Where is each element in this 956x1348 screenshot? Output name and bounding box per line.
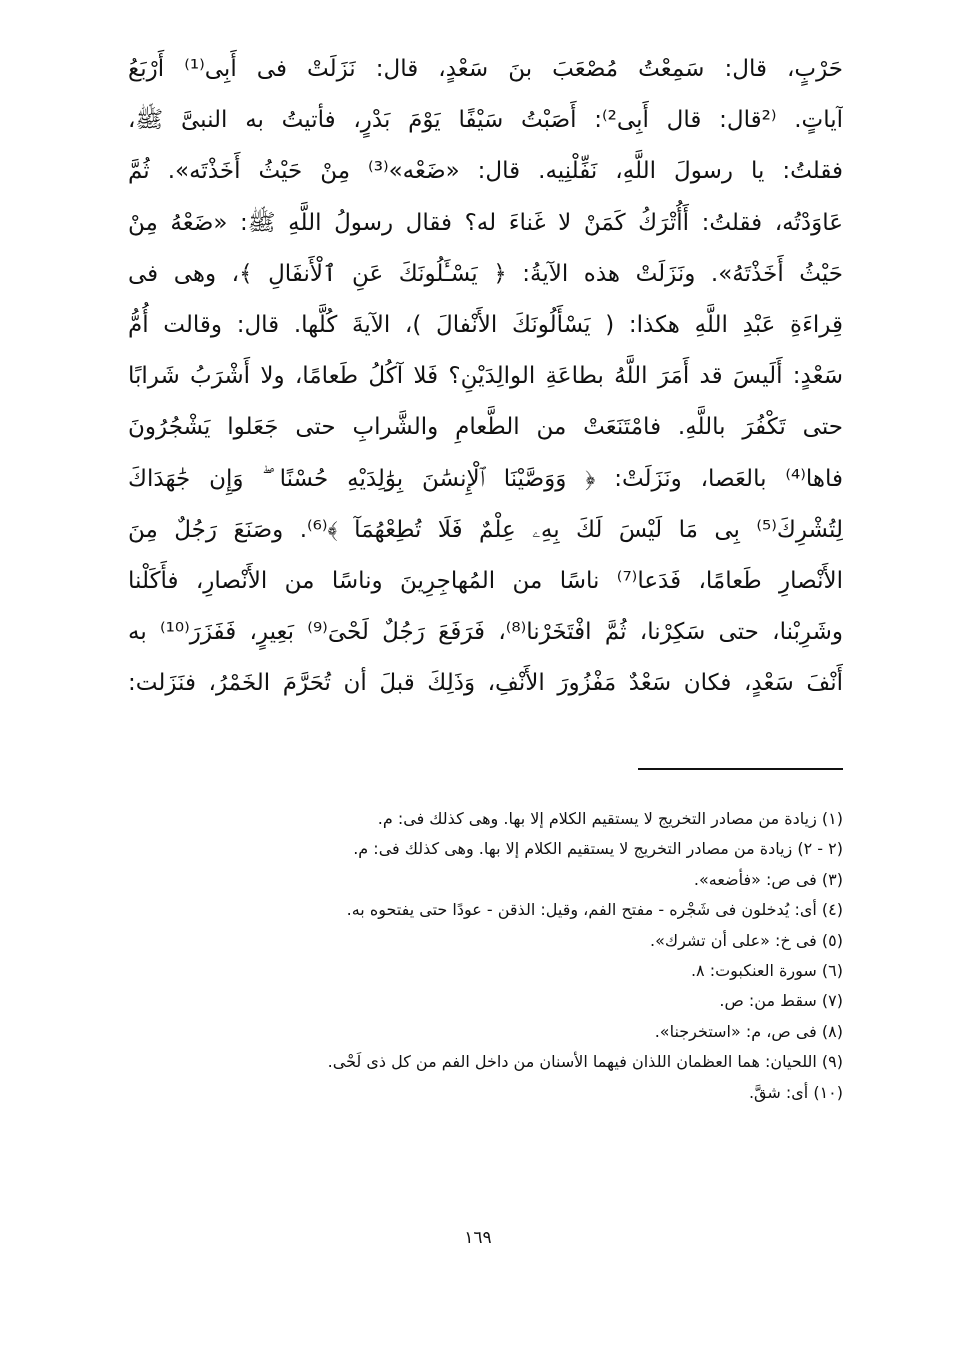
text-line: حَيْثُ أَخَذْتَهُ». ونَزَلَتْ هذه الآيةُ: ﴿ يَسْـَٔلُونَكَ عَنِ ٱلْأَنفَالِ ﴾، وهى فى bbox=[128, 260, 843, 287]
text-line: لِتُشْرِكَ⁽⁵⁾ بِى مَا لَيْسَ لَكَ بِهِۦ عِلْمٌ فَلَا تُطِعْهُمَآ ﴾⁽⁶⁾. وصَنَعَ رَجُلٌ مِنَ bbox=[128, 516, 843, 543]
text-line: فقلتُ: يا رسولَ اللَّهِ، نَفِّلْنِيه. قال: «ضَعْه»⁽³⁾ مِنْ حَيْثُ أَخَذْتَه». ثُمَّ bbox=[128, 158, 843, 185]
main-text bbox=[128, 44, 843, 709]
text-line: حَرْبٍ، قال: سَمِعْتُ مُصْعَبَ بنَ سَعْدٍ، قال: نَزَلَتْ فى أَبِى⁽¹⁾ أَرْبَعُ bbox=[128, 56, 843, 82]
footnote: (١) زيادة من مصادر التخريج لا يستقيم الكلام إلا بها. وهى كذلك فى: م. bbox=[377, 809, 843, 828]
text-line: وشَرِبْنا، حتى سَكِرْنا، ثُمَّ افْتَخَرْنا⁽⁸⁾، فَرَفَعَ رَجُلٌ لَحْىَ⁽⁹⁾ بَعِيرٍ، فَفَزَرَ⁽¹⁰⁾ به bbox=[128, 619, 843, 646]
text-line: حتى تَكْفُرَ باللَّهِ. فامْتَنَعَتْ من الطَّعامِ والشَّرابِ حتى جَعَلوا يَشْجُرُونَ bbox=[128, 414, 843, 441]
text-line: قِراءَةِ عَبْدِ اللَّهِ هكذا: ( يَسْأَلُونَكَ الأَنْفالَ )، الآيةَ كُلَّها. قال: وقالت أُمُّ bbox=[128, 311, 843, 338]
footnote: (٧) سقط من: ص. bbox=[719, 991, 843, 1011]
text-line: سَعْدٍ: أَلَيسَ قد أَمَرَ اللَّهُ بطاعَةِ الوالِدَيْنِ؟ فَلا آكُلُ طَعامًا، ولا أَشْرَبُ شَرابًا bbox=[128, 363, 843, 390]
text-line: فاها⁽⁴⁾ بالعَصا، ونَزَلَتْ: ﴿ وَوَصَّيْنَا ٱلْإِنسَٰنَ بِوَٰلِدَيْهِ حُسْنًا ۖ وَإِن جَٰهَدَاكَ bbox=[128, 465, 843, 492]
text-line: الأَنْصارِ طَعامًا، فَدَعا⁽⁷⁾ ناسًا من المُهاجِرِينَ وناسًا من الأَنْصارِ، فأَكَلْنا bbox=[128, 567, 843, 594]
footnote: (٩) اللحيان: هما العظمان اللذان فيهما الأسنان من داخل الفم من كل ذى لَحْى. bbox=[327, 1052, 843, 1072]
page-number: ١٦٩ bbox=[464, 1228, 492, 1248]
footnote: (٢ - ٢) زيادة من مصادر التخريج لا يستقيم الكلام إلا بها. وهى كذلك فى: م. bbox=[353, 839, 843, 859]
footnotes bbox=[160, 804, 843, 1108]
footnote: (٨) فى ص، م: «استخرجنا». bbox=[654, 1021, 843, 1041]
text-line: آياتٍ. ⁽²قال: قال أَبِى²⁾: أَصَبْتُ سَيْفًا يَوْمَ بَدْرٍ، فأتيتُ به النبىَّ ﷺ، bbox=[128, 107, 843, 134]
footnote: (٣) فى ص: «فأضعه». bbox=[693, 869, 843, 889]
text-line: عَاوَدْتُه، فقلتُ: أَأُتْرَكُ كَمَنْ لا غَناءَ له؟ فقال رسولُ اللَّهِ ﷺ: «ضَعْهُ مِنْ bbox=[128, 209, 843, 236]
footnote-separator bbox=[638, 768, 843, 770]
footnote: (٤) أى: يُدخلون فى شَجْره - مفتح الفم، وقيل: الذقن - عودًا حتى يفتحوه به. bbox=[346, 900, 843, 920]
footnote: (٦) سورة العنكبوت: ٨. bbox=[690, 960, 843, 980]
footnote: (١٠) أى: شقَّ. bbox=[748, 1082, 843, 1102]
text-line: أَنْفَ سَعْدٍ، فكان سَعْدٌ مَفْزُورَ الأَنْفِ، وَذَلِكَ قبلَ أن تُحَرَّمَ الخَمْرُ، فنَزَلت: bbox=[128, 670, 843, 697]
footnote: (٥) فى خ: «على أن تشرك». bbox=[650, 930, 843, 950]
